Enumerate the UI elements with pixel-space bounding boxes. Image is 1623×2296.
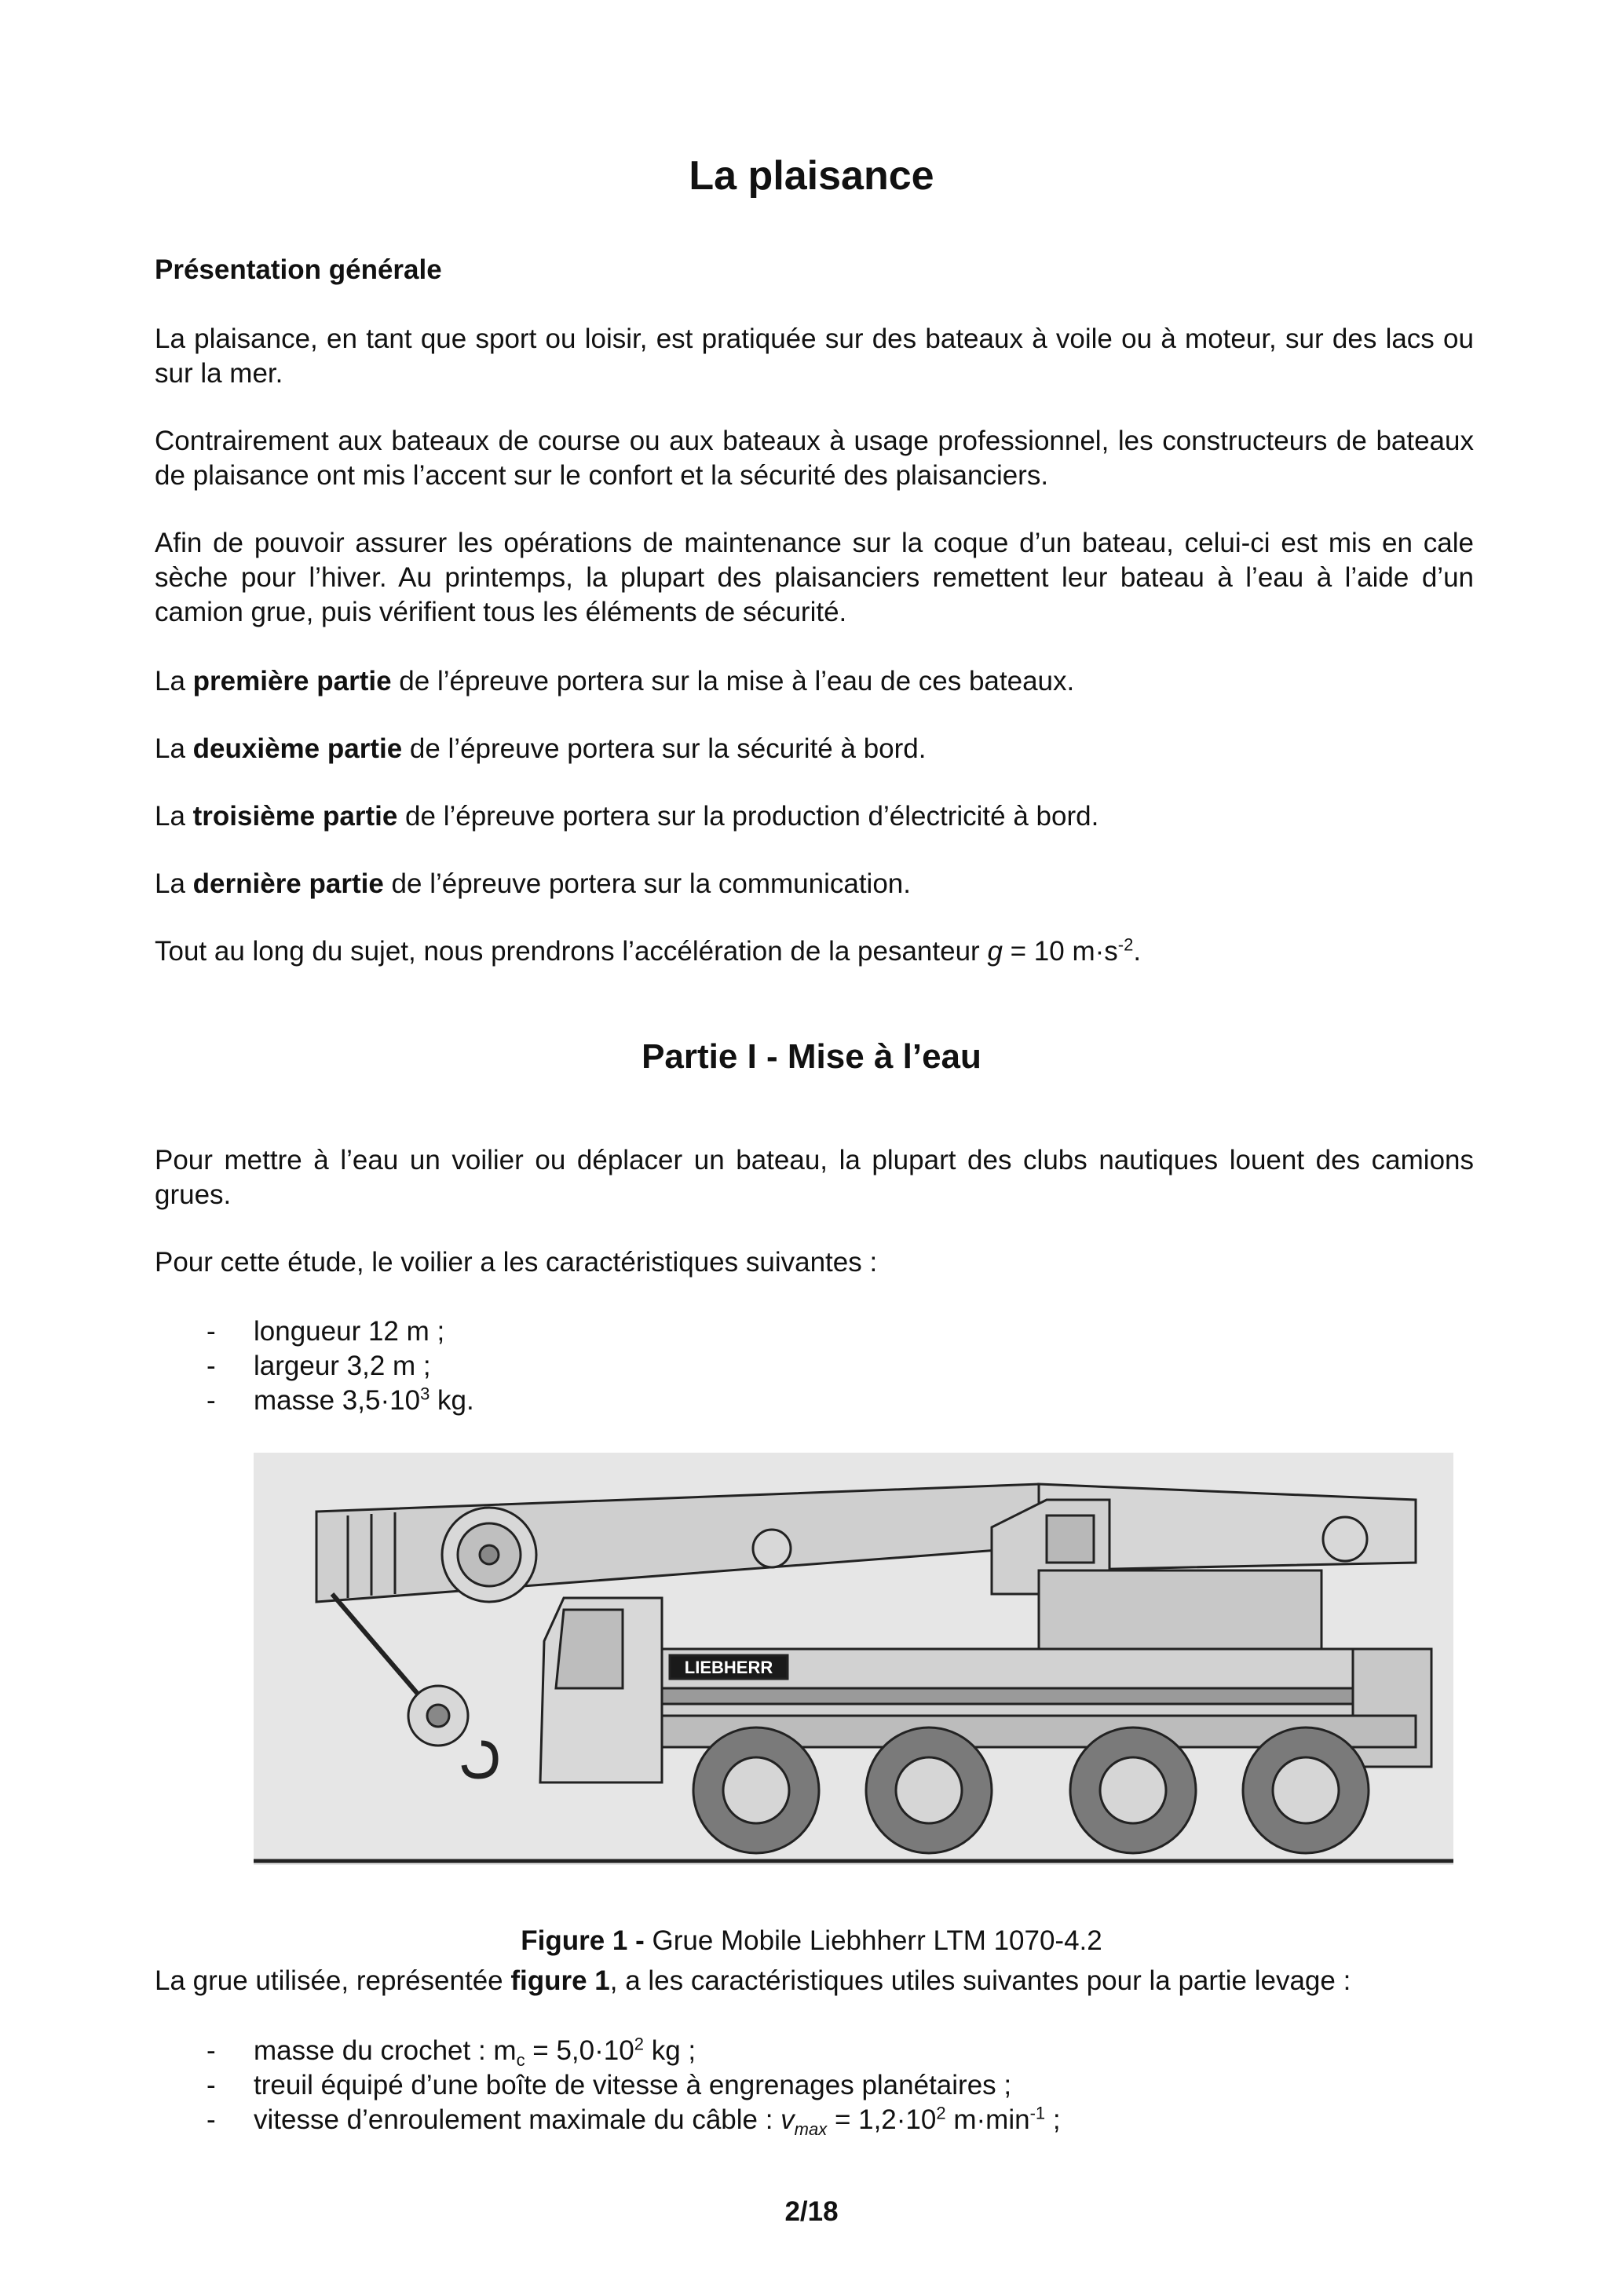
wheel-4-rim xyxy=(1273,1757,1339,1823)
list-dash: - xyxy=(207,2104,216,2135)
boat-length: longueur 12 m ; xyxy=(254,1316,445,1347)
page-number: 2/18 xyxy=(784,2196,839,2227)
hook-mass-pre: masse du crochet : m xyxy=(254,2035,517,2066)
list-item-length xyxy=(155,1314,1474,1349)
paragraph-comfort: Contrairement aux bateaux de course ou aux bateaux à usage professionnel, les constructeurs de bateaux de plaisance ont mis l’accent sur le confort et la sécurité des plaisanciers. xyxy=(155,426,1474,491)
hook-mass-mid: = 5,0·10 xyxy=(525,2035,634,2066)
part-1-post: de l’épreuve portera sur la mise à l’eau de ces bateaux. xyxy=(391,666,1075,696)
section-heading-presentation: Présentation générale xyxy=(155,254,442,285)
part-2-post: de l’épreuve portera sur la sécurité à bord. xyxy=(402,733,927,764)
hook-block-hub xyxy=(427,1705,449,1727)
wheel-3-rim xyxy=(1100,1757,1166,1823)
operator-cab-window xyxy=(1047,1515,1094,1563)
boom-pulley-hub xyxy=(480,1545,499,1564)
list-item-hook-mass xyxy=(155,2034,1474,2068)
part-1-heading: Partie I - Mise à l’eau xyxy=(642,1037,981,1076)
wheel-1-rim xyxy=(723,1757,789,1823)
page-title: La plaisance xyxy=(689,153,934,199)
part-3-post: de l’épreuve portera sur la production d’électricité à bord. xyxy=(397,801,1099,832)
list-item-cable-speed xyxy=(155,2103,1474,2137)
part-1-pre: La xyxy=(155,666,193,696)
list-dash: - xyxy=(207,2035,216,2066)
boat-width: largeur 3,2 m ; xyxy=(254,1351,431,1381)
chassis-stripe xyxy=(662,1688,1416,1704)
hook-mass-subscript: c xyxy=(516,2050,525,2070)
hook-cable xyxy=(332,1594,426,1704)
speed-post: ; xyxy=(1045,2104,1061,2135)
part-2-pre: La xyxy=(155,733,193,764)
truck-cab-window xyxy=(556,1610,623,1688)
part-1-bold: première partie xyxy=(192,666,392,696)
hook-mass-post: kg ; xyxy=(643,2035,696,2066)
boat-mass-pre: masse 3,5·10 xyxy=(254,1385,421,1416)
paragraph-part-1 xyxy=(155,664,1474,699)
paragraph-part-4 xyxy=(155,867,1474,901)
paragraph-boat-intro: Pour cette étude, le voilier a les caractéristiques suivantes : xyxy=(155,1247,878,1278)
figure-caption xyxy=(0,1924,1623,1958)
list-dash: - xyxy=(207,2070,216,2100)
speed-unit: m·min xyxy=(945,2104,1030,2135)
part-4-bold: dernière partie xyxy=(192,868,384,899)
rear-winch-drum xyxy=(1323,1517,1367,1561)
crane-boom xyxy=(316,1484,1039,1602)
brand-label: LIEBHERR xyxy=(684,1658,773,1677)
crane-intro-pre: La grue utilisée, représentée xyxy=(155,1965,511,1996)
paragraph-crane-intro xyxy=(155,1964,1474,1998)
speed-variable: v xyxy=(780,2104,795,2135)
hook-mass-exponent: 2 xyxy=(634,2034,644,2054)
rear-outrigger-box xyxy=(1353,1649,1431,1767)
speed-exponent: 2 xyxy=(936,2103,946,2123)
speed-mid: = 1,2·10 xyxy=(827,2104,937,2135)
paragraph-intro: La plaisance, en tant que sport ou loisir, est pratiquée sur des bateaux à voile ou à moteur, sur des lacs ou sur la mer. xyxy=(155,324,1474,389)
gravity-exponent: -2 xyxy=(1117,934,1134,955)
gravity-variable: g xyxy=(987,936,1003,967)
boat-mass-exponent: 3 xyxy=(420,1384,430,1404)
part-4-pre: La xyxy=(155,868,193,899)
winch-text: treuil équipé d’une boîte de vitesse à engrenages planétaires ; xyxy=(254,2070,1012,2100)
list-dash: - xyxy=(207,1351,216,1381)
list-item-width xyxy=(155,1349,1474,1384)
wheel-2-rim xyxy=(896,1757,962,1823)
list-item-winch xyxy=(155,2068,1474,2103)
part-2-bold: deuxième partie xyxy=(192,733,403,764)
crane-intro-post: , a les caractéristiques utiles suivantes pour la partie levage : xyxy=(609,1965,1351,1996)
speed-subscript: max xyxy=(794,2119,828,2139)
gravity-pre: Tout au long du sujet, nous prendrons l’accélération de la pesanteur xyxy=(155,936,988,967)
boat-mass-post: kg. xyxy=(430,1385,474,1416)
speed-pre: vitesse d’enroulement maximale du câble : xyxy=(254,2104,781,2135)
crane-characteristics-list xyxy=(155,2034,1474,2137)
speed-unit-exponent: -1 xyxy=(1029,2103,1046,2123)
list-dash: - xyxy=(207,1316,216,1347)
paragraph-maintenance: Afin de pouvoir assurer les opérations de maintenance sur la coque d’un bateau, celui-ci est mis en cale sèche pour l’hiver. Au printemps, la plupart des plaisanciers remettent leur bateau à l’eau à l’aide d’un camion grue, puis vérifient tous les éléments de sécurité. xyxy=(155,528,1474,627)
paragraph-part-2 xyxy=(155,732,1474,766)
part-3-pre: La xyxy=(155,801,193,832)
crane-intro-bold: figure 1 xyxy=(510,1965,610,1996)
crane-figure xyxy=(254,1453,1453,1865)
figure-caption-text: Grue Mobile Liebhherr LTM 1070-4.2 xyxy=(652,1925,1102,1956)
paragraph-cranes: Pour mettre à l’eau un voilier ou déplacer un bateau, la plupart des clubs nautiques louent des camions grues. xyxy=(155,1145,1474,1210)
part-3-bold: troisième partie xyxy=(192,801,398,832)
list-item-mass xyxy=(155,1384,1474,1418)
boom-small-pulley xyxy=(753,1530,791,1567)
crane-hook xyxy=(464,1743,495,1776)
gravity-mid: = 10 m·s xyxy=(1002,936,1118,967)
crane-illustration xyxy=(254,1453,1453,1865)
list-dash: - xyxy=(207,1385,216,1416)
part-4-post: de l’épreuve portera sur la communication. xyxy=(383,868,911,899)
gravity-post: . xyxy=(1133,936,1142,967)
boat-characteristics-list xyxy=(155,1314,1474,1418)
figure-caption-label: Figure 1 - xyxy=(521,1925,652,1956)
paragraph-gravity xyxy=(155,934,1474,969)
paragraph-part-3 xyxy=(155,799,1474,834)
